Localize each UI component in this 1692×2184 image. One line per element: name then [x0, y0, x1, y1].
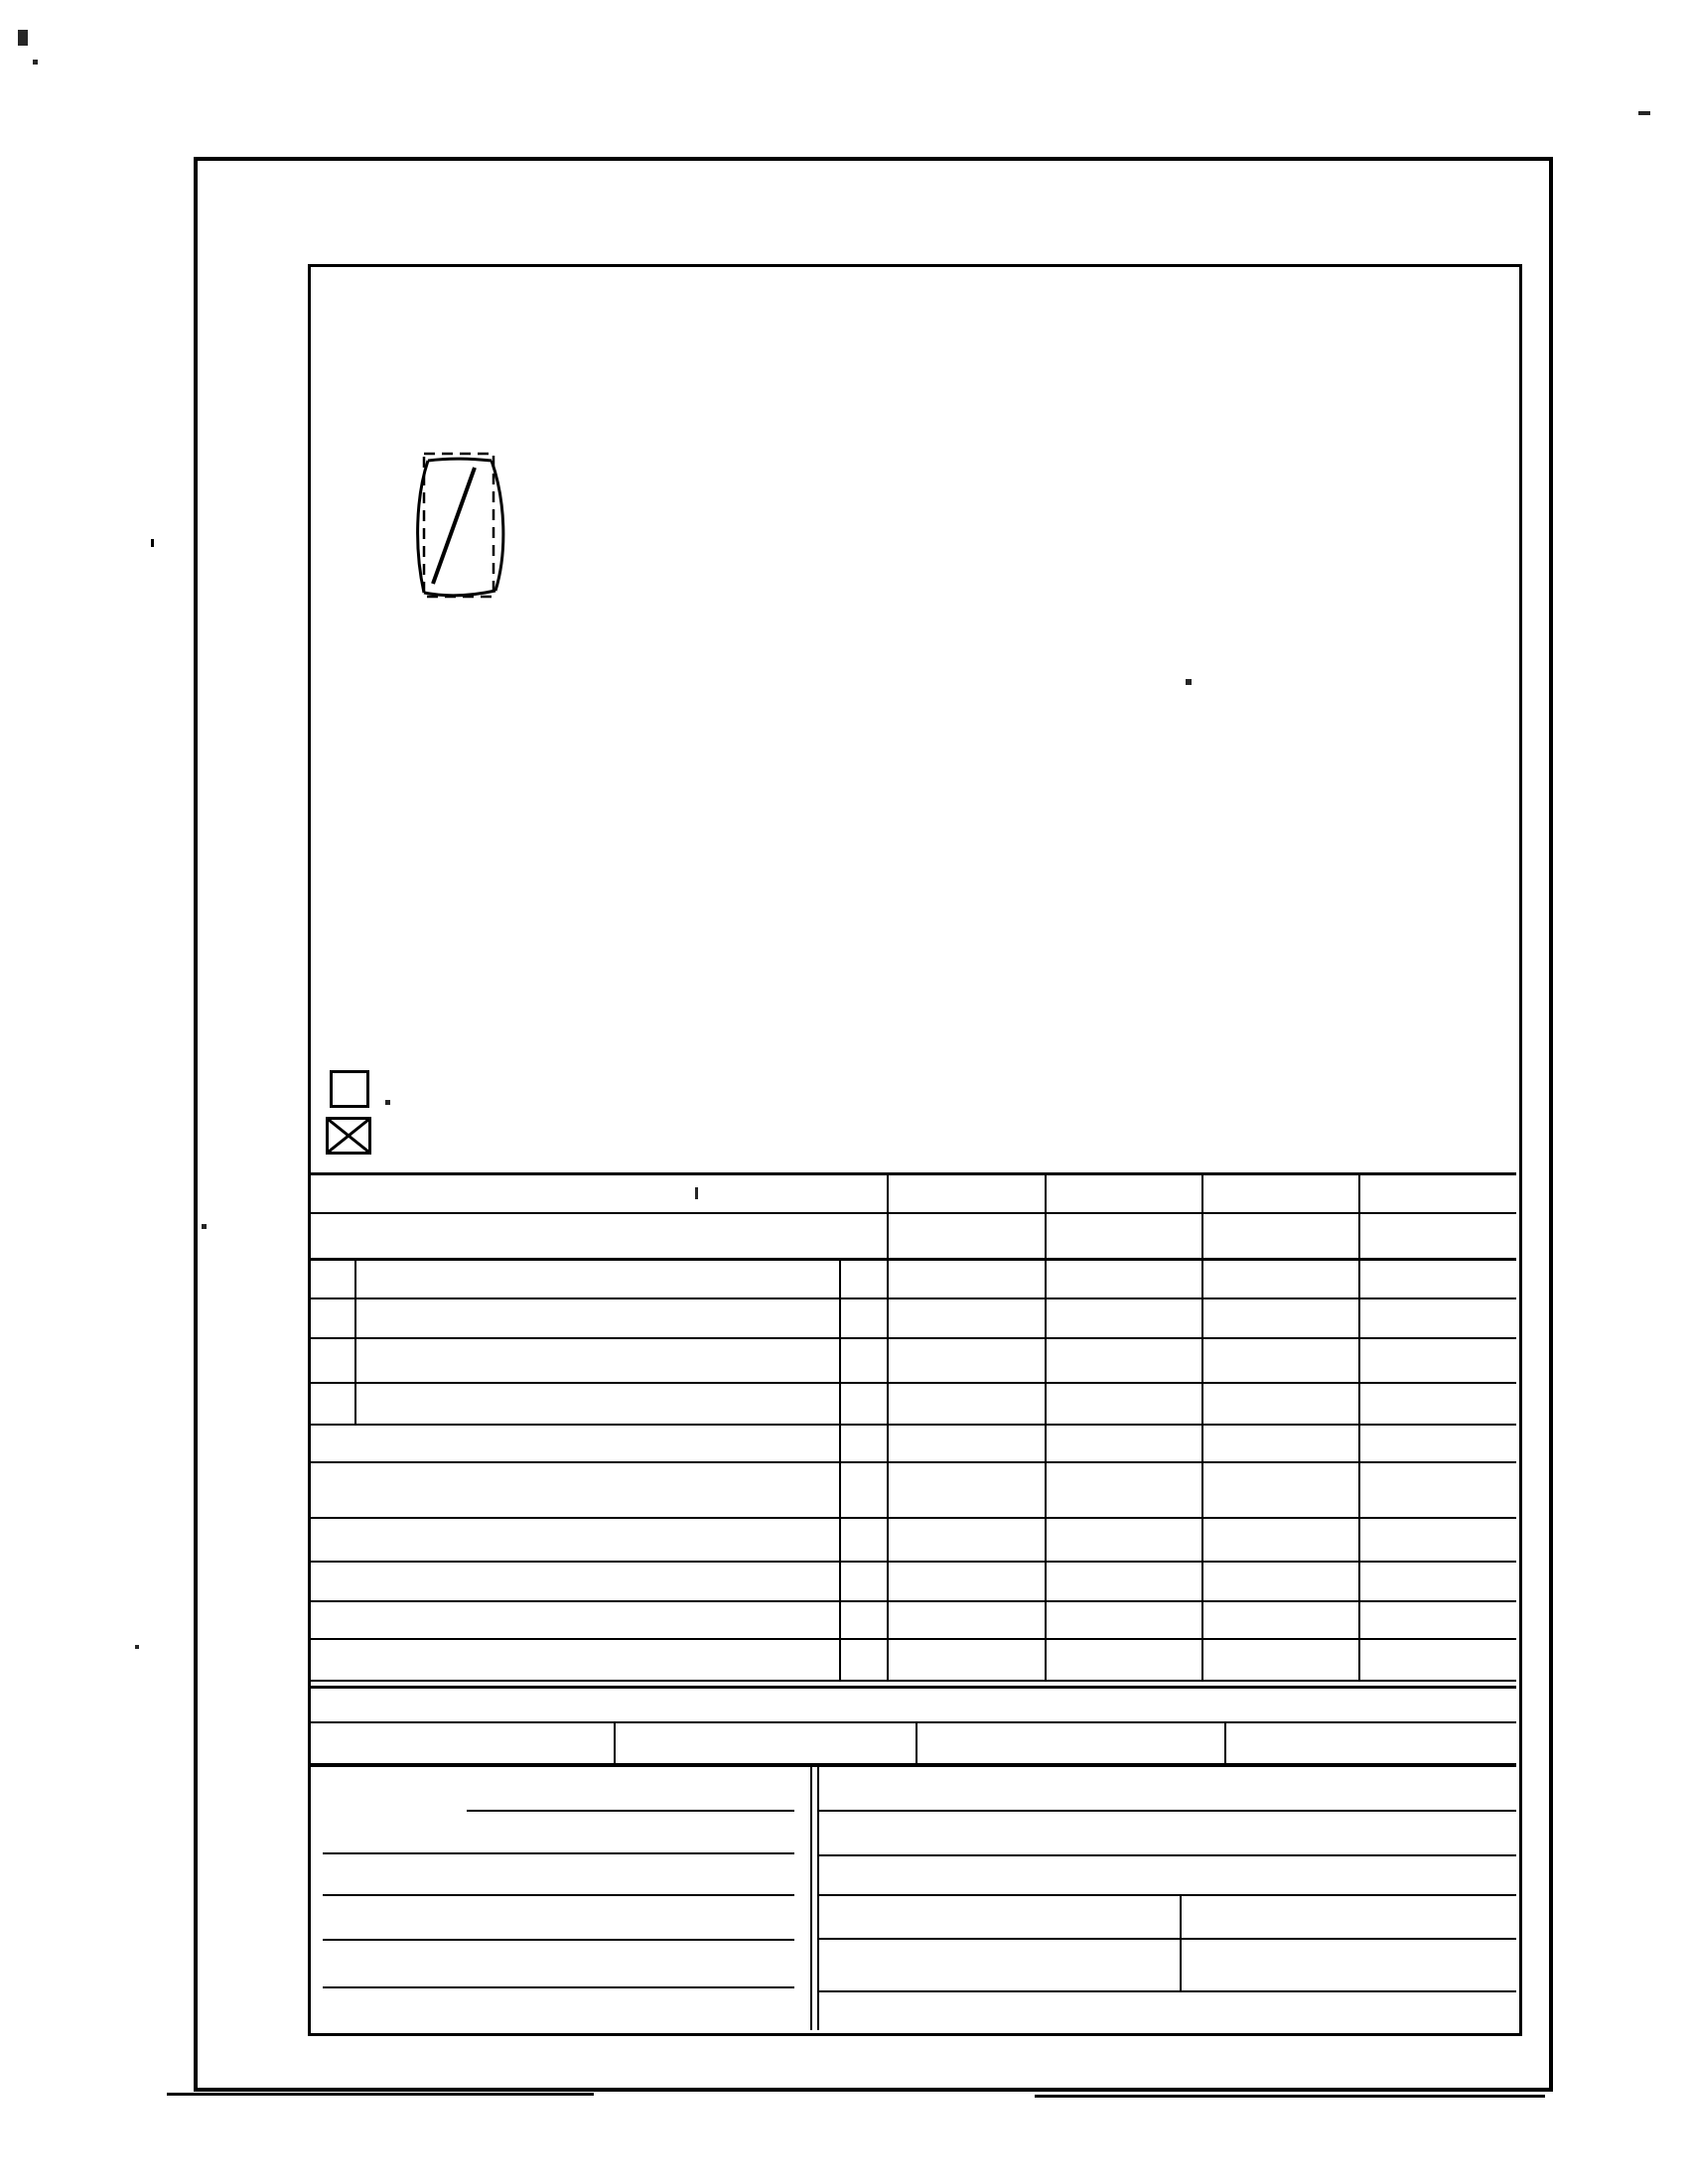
- empty-cell: [1358, 1640, 1518, 1682]
- table-row-test-no: [308, 1172, 1516, 1215]
- remarks-ruled-line: [323, 1986, 794, 1988]
- table-row-classification: [308, 1686, 1516, 1724]
- specimen-top-edge: [428, 459, 492, 461]
- scan-speck: [1186, 679, 1192, 685]
- row-label: [308, 1563, 855, 1602]
- unconfined-strength-value: [887, 1463, 1047, 1519]
- chart-plot-area: [680, 300, 1473, 1095]
- empty-cell: [1201, 1563, 1360, 1602]
- table-row-water-content: [308, 1258, 1516, 1300]
- table-row-dry-density: [308, 1382, 1516, 1426]
- symbol-s0: [839, 1339, 889, 1384]
- empty-cell: [1358, 1563, 1518, 1602]
- empty-cell: [1201, 1261, 1360, 1300]
- symbol-su: [839, 1519, 889, 1563]
- classification-cell: [308, 1689, 1532, 1724]
- symbol-h0: [839, 1640, 889, 1682]
- empty-cell: [1045, 1299, 1203, 1339]
- undrained-strength-value: [887, 1519, 1047, 1563]
- table-row-initial-height: [308, 1638, 1516, 1682]
- empty-cell: [1045, 1214, 1203, 1260]
- stress-strain-chart: [680, 300, 1473, 1095]
- water-content-value-cell: [887, 1261, 1047, 1300]
- boring-sample-divider: [1180, 1894, 1182, 1990]
- empty-cell: [1045, 1261, 1203, 1300]
- empty-cell: [1201, 1339, 1360, 1384]
- empty-cell: [1201, 1640, 1360, 1682]
- symbol-e0: [839, 1299, 889, 1339]
- time-to-failure-value: [887, 1426, 1047, 1463]
- empty-cell: [1358, 1519, 1518, 1563]
- row-label: [308, 1175, 903, 1215]
- pl-cell: [614, 1723, 933, 1765]
- table-row-saturation: [308, 1337, 1516, 1384]
- empty-cell: [1358, 1339, 1518, 1384]
- initial-diameter-value: [887, 1602, 1047, 1640]
- table-row-sensitivity: [308, 1561, 1516, 1602]
- empty-cell: [887, 1563, 1047, 1602]
- scan-speck: [385, 1100, 390, 1105]
- section-divider-line: [308, 1680, 1516, 1682]
- symbol-qu: [839, 1463, 889, 1519]
- empty-cell: [1358, 1261, 1518, 1300]
- empty-cell: [1045, 1602, 1203, 1640]
- gs-cell: [1224, 1723, 1536, 1765]
- empty-cell: [1358, 1602, 1518, 1640]
- empty-cell: [1201, 1214, 1360, 1260]
- table-row-void-ratio: [308, 1297, 1516, 1339]
- controlled-stress-checkbox: [330, 1070, 369, 1108]
- empty-cell: [1045, 1563, 1203, 1602]
- empty-cell: [1045, 1463, 1203, 1519]
- empty-cell: [1201, 1384, 1360, 1426]
- row-label: [308, 1602, 855, 1640]
- empty-cell: [1358, 1463, 1518, 1519]
- initial-height-value: [887, 1640, 1047, 1682]
- scan-speck: [695, 1187, 698, 1199]
- symbol-w0: [839, 1261, 889, 1300]
- dry-density-value: [887, 1384, 1047, 1426]
- empty-cell: [1201, 1175, 1360, 1215]
- empty-cell: [1201, 1519, 1360, 1563]
- footer-rule-left: [167, 2093, 594, 2096]
- empty-cell: [1358, 1214, 1518, 1260]
- empty-cell: [1045, 1426, 1203, 1463]
- table-row-unconfined-strength: [308, 1461, 1516, 1519]
- remarks-ruled-line: [323, 1939, 794, 1941]
- scan-speck: [1638, 111, 1650, 115]
- empty-cell: [1045, 1640, 1203, 1682]
- project-block-line: [817, 1854, 1516, 1856]
- empty-cell: [1358, 1299, 1518, 1339]
- table-row-time-to-failure: [308, 1424, 1516, 1463]
- row-label: [354, 1384, 855, 1426]
- table-row-initial-diameter: [308, 1600, 1516, 1640]
- empty-cell: [1045, 1519, 1203, 1563]
- empty-cell: [1201, 1602, 1360, 1640]
- empty-cell: [1201, 1426, 1360, 1463]
- scan-speck: [202, 1224, 207, 1229]
- symbol-gamma-d: [839, 1384, 889, 1426]
- empty-cell: [1358, 1426, 1518, 1463]
- failure-plane-line: [433, 468, 475, 584]
- row-label: [308, 1214, 903, 1260]
- footer-rule-right: [1035, 2095, 1545, 2098]
- project-block-line: [817, 1810, 1516, 1812]
- table-row-atterberg-limits: [308, 1721, 1516, 1765]
- empty-cell: [1201, 1299, 1360, 1339]
- project-block-line: [817, 1938, 1516, 1940]
- empty-cell: [887, 1299, 1047, 1339]
- symbol-d0: [839, 1602, 889, 1640]
- row-label: [308, 1640, 855, 1682]
- empty-cell: [1358, 1175, 1518, 1215]
- job-no-value: [119, 539, 154, 547]
- scan-speck: [135, 1645, 139, 1649]
- failure-sketch-specimen: [409, 449, 512, 604]
- controlled-strain-checkbox: [326, 1117, 371, 1155]
- project-block-line: [817, 1894, 1516, 1896]
- remarks-ruled-line: [323, 1894, 794, 1896]
- row-label: [354, 1299, 855, 1339]
- scan-speck: [33, 60, 38, 65]
- specimen-type-value: [887, 1214, 1047, 1260]
- table-row-type-of-specimen: [308, 1212, 1516, 1260]
- job-number-vertical: [119, 246, 150, 564]
- row-label: [354, 1339, 855, 1384]
- ll-cell: [308, 1723, 632, 1765]
- row-label: [308, 1463, 855, 1519]
- pi-cell: [916, 1723, 1242, 1765]
- scan-speck: [18, 30, 28, 46]
- x-mark-icon: [329, 1120, 368, 1152]
- empty-cell: [1358, 1384, 1518, 1426]
- test-no-value: [887, 1175, 1047, 1215]
- row-label: [308, 1426, 855, 1463]
- empty-cell: [1045, 1339, 1203, 1384]
- empty-cell: [1045, 1175, 1203, 1215]
- empty-cell: [1201, 1463, 1360, 1519]
- symbol-tf: [839, 1426, 889, 1463]
- project-block-line: [817, 1990, 1516, 1992]
- table-row-undrained-strength: [308, 1517, 1516, 1563]
- remarks-ruled-line: [323, 1852, 794, 1854]
- specimen-bottom-edge: [424, 591, 495, 596]
- row-label: [354, 1261, 855, 1300]
- empty-cell: [887, 1339, 1047, 1384]
- remarks-ruled-line: [467, 1810, 794, 1812]
- remarks-project-section: [308, 1763, 1516, 2034]
- empty-cell: [1045, 1384, 1203, 1426]
- row-label: [308, 1519, 855, 1563]
- symbol-st: [839, 1563, 889, 1602]
